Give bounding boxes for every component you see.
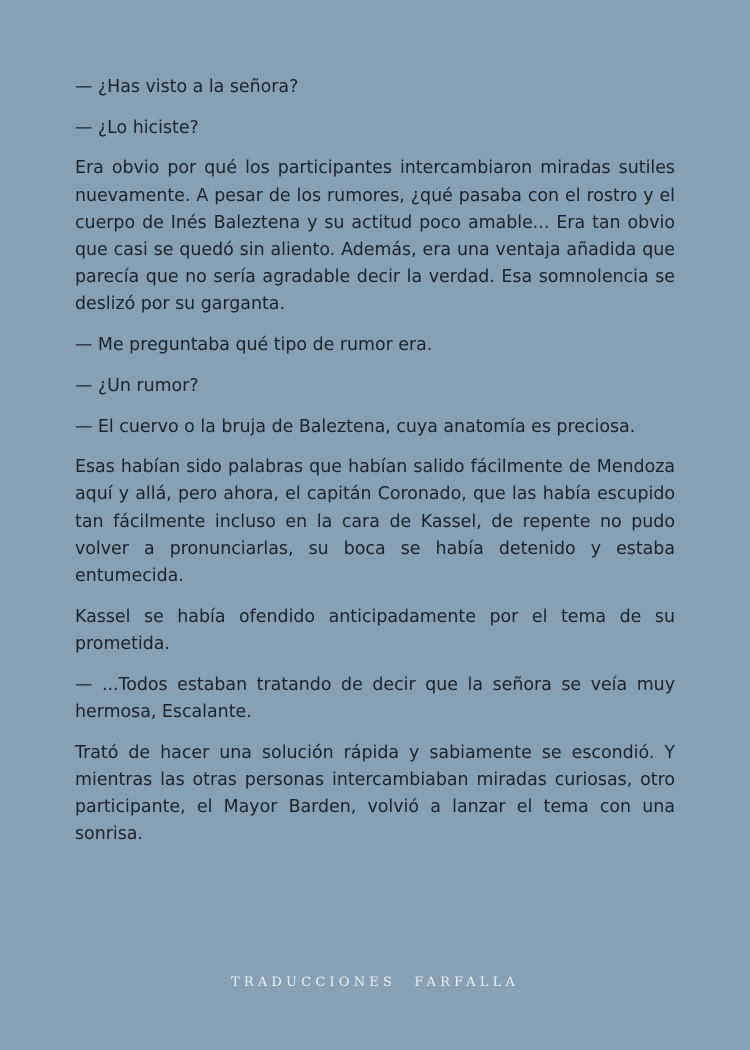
paragraph: — ¿Un rumor? xyxy=(75,375,199,396)
paragraph: — ¿Has visto a la señora? xyxy=(75,77,299,97)
paragraph: Kassel se había ofendido anticipadamente por el tema de su prometida. xyxy=(75,606,675,654)
paragraph: Era obvio por qué los participantes intercambiaron miradas sutiles nuevamente. A pesar de los rumores, ¿qué pasaba con el rostro y el cuerpo de Inés Baleztena y su actitud poco amable... Era tan obvio que casi se quedó sin aliento. Además, era una ventaja añadida que parecía que no sería agradable decir la verdad. Esa somnolencia se deslizó por su garganta. xyxy=(75,158,675,315)
paragraph: — Me preguntaba qué tipo de rumor era. xyxy=(75,335,433,356)
paragraph: — El cuervo o la bruja de Baleztena, cuya anatomía es preciosa. xyxy=(75,416,636,437)
paragraph: Esas habían sido palabras que habían salido fácilmente de Mendoza aquí y allá, pero ahora, el capitán Coronado, que las había escupido tan fácilmente incluso en la cara de Kassel, de repente no pudo volver a pronunciarlas, su boca se había detenido y estaba entumecida. xyxy=(75,457,675,587)
paragraph: Trató de hacer una solución rápida y sabiamente se escondió. Y mientras las otras personas intercambiaban miradas curiosas, otro participante, el Mayor Barden, volvió a lanzar el tema con una sonrisa. xyxy=(75,742,675,845)
paragraph: — ...Todos estaban tratando de decir que la señora se veía muy hermosa, Escalante. xyxy=(75,674,675,722)
paragraph: — ¿Lo hiciste? xyxy=(75,117,199,138)
document-body xyxy=(75,74,675,862)
footer-credit: TRADUCCIONES FARFALLA xyxy=(230,975,519,990)
